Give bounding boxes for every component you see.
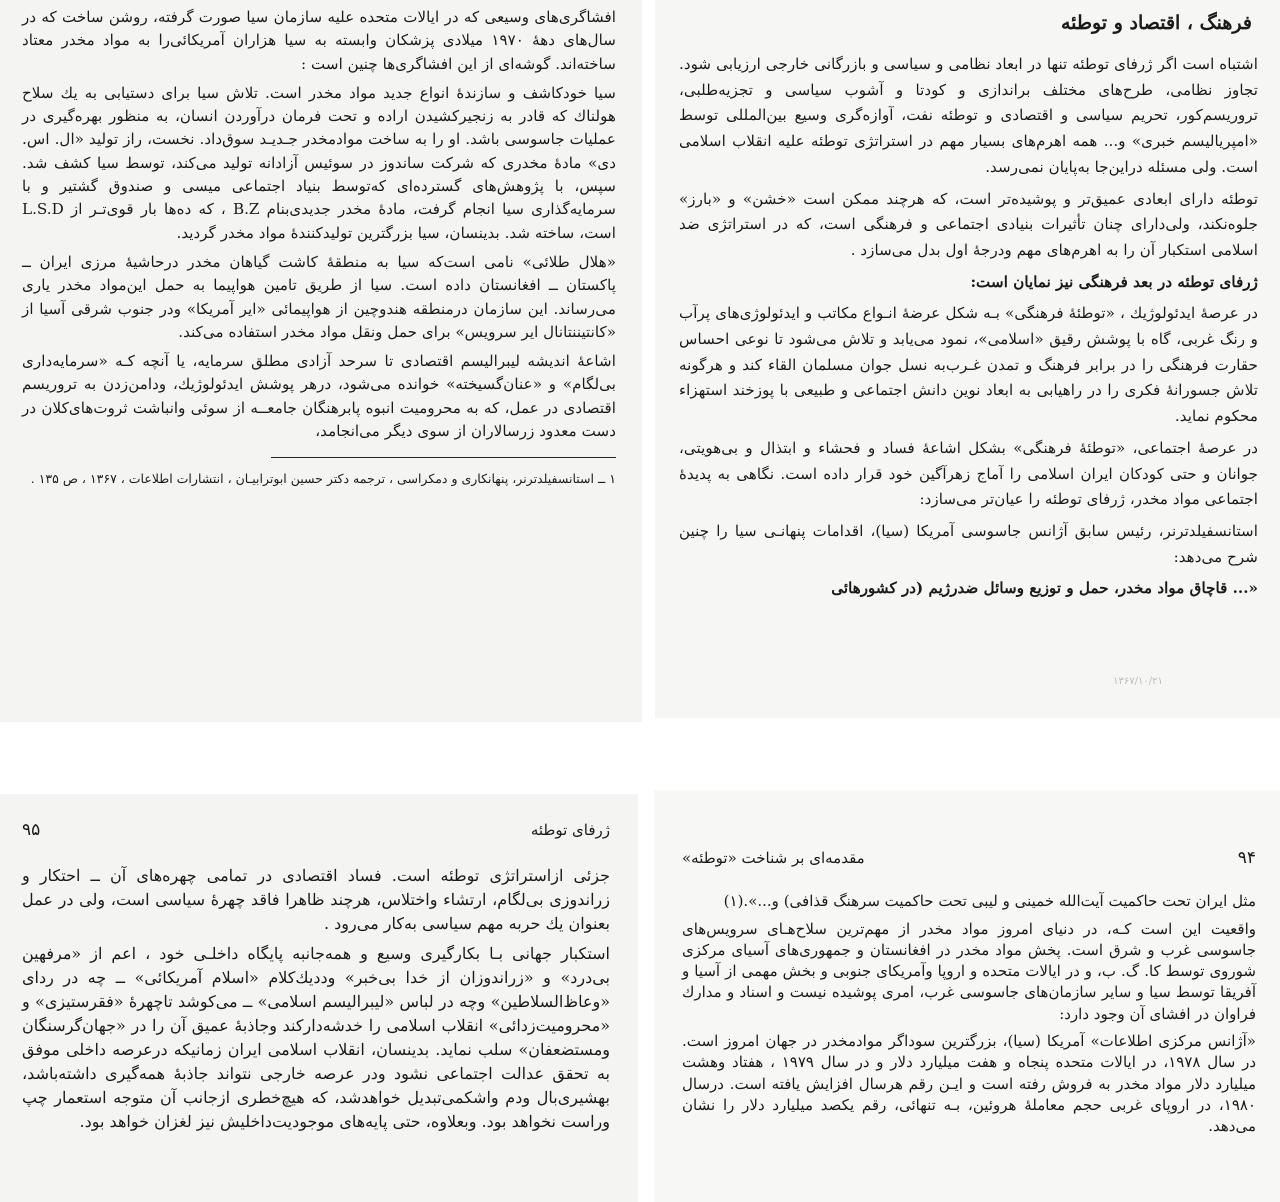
paragraph: مثل ایران تحت حاکمیت آیت‌الله خمینی و لیبی تحت حاکمیت سرهنگ قذافی) و...».(۱) [723,892,1256,911]
paragraph: «... قاچاق مواد مخدر، حمل و توزیع وسائل ضدرژیم (در کشورهائی [831,579,1258,598]
paragraph: واقعیت این است کـه، در دنیای امروز مواد مخدر از مهم‌ترین سلاح‌هـای سرویس‌های جاسوسی غرب و شرق است. پخش مواد مخدر در افغانستان و جمهوری‌های آسیای مرکزی شوروی توسط کا. گ. ب، و در ایالات متحده و اروپا وآمریکای جنوبی و بخش مهمی از آسیا و آفریقا توسط سیا و سایر سازمان‌های جاسوسی غرب، امری پوشیده نیست و اسناد و مدارك فراوان در افشای آن وجود دارد: [682,919,1256,1023]
paragraph: سیا خودکاشف و سازندهٔ انواع جدید مواد مخدر است. تلاش سیا برای دستیابی به یك سلاح هولناك که قادر به زنجیرکشیدن اراده و تحت فرمان درآوردن انسان، به منظور بهره‌گیری در عملیات جاسوسی باشد. او را به ساخت موادمخدر جـدیـد سوق‌داد. نخست، راز تولید «ال. اس. دی» مادهٔ مخدری که شرکت ساندوز در سوئیس آزادانه تولید می‌کند، توسط سیا کشف شد. سپس، با پژوهش‌های گسترده‌ای که‌توسط بنیاد اجتماعی میسی و صندوق گشتیر و با سرمایه‌گذاری سیا انجام گرفت، مادهٔ مخدر جدیدی‌بنام B.Z ، که ده‌ها بار قوی‌تـر از L.S.D است، ساخته شد. بدینسان، سیا بزرگترین تولیدکنندهٔ مواد مخدر گردید. [22,83,617,242]
page-top-left [0,0,642,722]
footnote: ۱ ــ استانسفیلدترنر، پنهانکاری و دمکراسی ، ترجمه دکتر حسین ابوترابیـان ، انتشارات اطلاعات ، ۱۳۶۷ ، ص ۱۳۵ . [30,471,616,487]
paragraph: اشاعهٔ اندیشه لیبرالیسم اقتصادی تا سرحد آزادی مطلق سرمایه، یا آنچه کـه «سرمایه‌داری بی‌لگام» و «عنان‌گسیخته» خوانده می‌شود، درهر پوشش ایدئولوژیك، ودامن‌زدن به تروریسم اقتصادی در عمل، که به محرومیت انبوه پابرهنگان جامعــه از سوئی وانباشت ثروت‌های‌کلان در دست معدود زرسالاران از سوی دیگر می‌انجامد، [22,352,616,441]
paragraph: اشتباه است اگر ژرفای توطئه تنها در ابعاد نظامی و سیاسی و بازرگانی خارجی ارزیابی شود. تجاوز نظامی، طرح‌های مختلف براندازی و کودتا و آشوب سیاسی و تجزیه‌طلبی، تروریسم‌کور، تحریم سیاسی و اقتصادی و توطئه نفت، آوازه‌گری وسیع بین‌المللی توسط «امپریالیسم خبری» و... همه اهرم‌های بسیار مهم در استراتژی توطئه علیه انقلاب اسلامی است. ولی مسئله دراین‌جا به‌پایان نمی‌رسد. [679,55,1258,176]
footnote-divider [271,457,616,458]
running-head: مقدمه‌ای بر شناخت «توطئه» [682,849,865,867]
paragraph: «هلال طلائی» نامی است‌که سیا به منطقهٔ کاشت گیاهان مخدر درحاشیهٔ مرزی ایران ــ پاکستان ــ افغانستان داده است. سیا از طریق تامین هواپیما به حمل این‌مواد مخدر یاری می‌رساند. این سازمان درمنطقه هندوچین از هواپیمائی «ایر آمریکا» ودر جنوب شرقی آسیا از «کانتیننتانال ایر سرویس» برای حمل ونقل مواد مخدر استفاده می‌کند. [22,252,616,341]
paragraph: ژرفای توطئه در بعد فرهنگی نیز نمایان است: [970,272,1258,291]
page-bottom-left [0,794,638,1202]
paragraph: در عرصهٔ ایدئولوژیك ، «توطئهٔ فرهنگی» بـه شکل عرضهٔ انـواع مکاتب و ایدئولوژی‌های پرآب و رنگ غربی، گاه با پوشش رقیق «اسلامی»، نمود می‌یابد و تلاش می‌شود تا نوعی احساس حقارت فرهنگی را در برابر فرهنگ و تمدن غـرب‌به نسل جوان مسلمان القاء کند و هرگونه تلاش جسورانهٔ فکری را در راهیابی به ابعاد نوین دانش اجتماعی و طبیعی با پوزخند استهزاء محکوم نماید. [679,304,1258,426]
page-number: ۹۵ [22,820,41,840]
page-header [22,818,610,842]
page-top-right [655,0,1280,718]
paragraph: «آژانس مرکزی اطلاعات» آمریکا (سیا)، بزرگترین سوداگر موادمخدر در جهان امروز است. در سال ۱۹۷۸، در ایالات متحده پنجاه و هفت میلیارد دلار و در سال ۱۹۷۹ ، هفتاد وهشت میلیارد دلار مواد مخدر به فروش رفته است و ایـن رقم هرسال افزایش یافته است. درسال ۱۹۸۰، در اروپای غربی حجم معاملهٔ هروئین، بـه تنهائی، رقم یکصد میلیارد دلار را نشان می‌دهد. [682,1032,1256,1136]
paragraph: جزئی ازاستراتژی توطئه است. فساد اقتصادی در تمامی چهره‌های آن ــ احتکار و زراندوزی بی‌لگام، ارتشاء واختلاس، هرچند ظاهرا فاقد چهرهٔ سیاسی است، ولی در عمل بعنوان یك حربه مهم سیاسی به‌کار می‌رود . [22,866,610,933]
stamp-text: ۱۳۶۷/۱۰/۲۱ [1113,676,1163,687]
paragraph: استکبار جهانی بـا بکارگیری وسیع و همه‌جانبه پایگاه داخلـی خود ، اعم از «مرفهین بی‌درد» و «زراندوزان از خدا بی‌خبر» وددیك‌کلام «اسلام آمریکائی» ــ چه در ردای «وعاظ‌السلاطین» وچه در لباس «لیبرالیسم اسلامی» ــ می‌کوشد تاچهرهٔ «فقرستیزی» و «محرومیت‌زدائی» انقلاب اسلامی را خدشه‌دارکند وجاذبهٔ عمیق آن را در «جهان‌گرسنگان ومستضعفان» سلب نماید. بدینسان، انقلاب اسلامی ایران زمانیکه درعرصه داخلی موفق به تحقق عدالت اجتماعی نشود ودر عرصه خارجی نتواند جاذبهٔ همه‌گیری داشته‌باشد، بهشیری‌بال ودم واشکمی‌تبدیل خواهدشد، که هیچ‌خطری ازجانب آن متوجه استعمار چپ وراست نخواهد بود. وبعلاوه، حتی پایه‌های موجودیت‌داخلیش نیز لغزان خواهد بود. [22,944,610,1131]
paragraph: در عرصهٔ اجتماعی، «توطئهٔ فرهنگی» بشکل اشاعهٔ فساد و فحشاء و ابتذال و بی‌هویتی، جوانان و حتی کودکان ایران اسلامی را آماج زهرآگین خود قرار داده است. نگاهی به پدیدهٔ اجتماعی مواد مخدر، ژرفای توطئه را عیان‌تر می‌سازد: [679,438,1258,509]
paragraph: افشاگری‌های وسیعی که در ایالات متحده علیه سازمان سیا صورت گرفته، روشن ساخت که در سال‌های دههٔ ۱۹۷۰ میلادی پزشکان وابسته به سیا هزاران آمریکائی‌را به مواد مخدر معتاد ساخته‌اند. گوشه‌ای از این افشاگری‌ها چنین است : [22,8,617,73]
running-head: ژرفای توطئه [530,821,610,839]
page-header [682,848,1256,869]
page-number: ۹۴ [1237,848,1256,868]
section-title: فرهنگ ، اقتصاد و توطئه [1060,12,1252,34]
page-bottom-right [654,790,1280,1202]
stamp-seal [1078,676,1198,712]
paragraph: توطئه دارای ابعادی عمیق‌تر و پوشیده‌تر است، که هرچند ممکن است «خشن» و «بارز» جلوه‌نکند، ولی‌دارای چنان تأثیرات بنیادی اجتماعی و فرهنگی است، که در استراتژی ضد اسلامی استکبار آن را به اهرم‌های مهم ودرجهٔ اول بدل می‌سازد . [679,189,1258,259]
paragraph: استانسفیلدترنر، رئیس سابق آژانس جاسوسی آمریکا (سیا)، اقدامات پنهانـی سیا را چنین شرح می‌دهد: [679,521,1258,566]
